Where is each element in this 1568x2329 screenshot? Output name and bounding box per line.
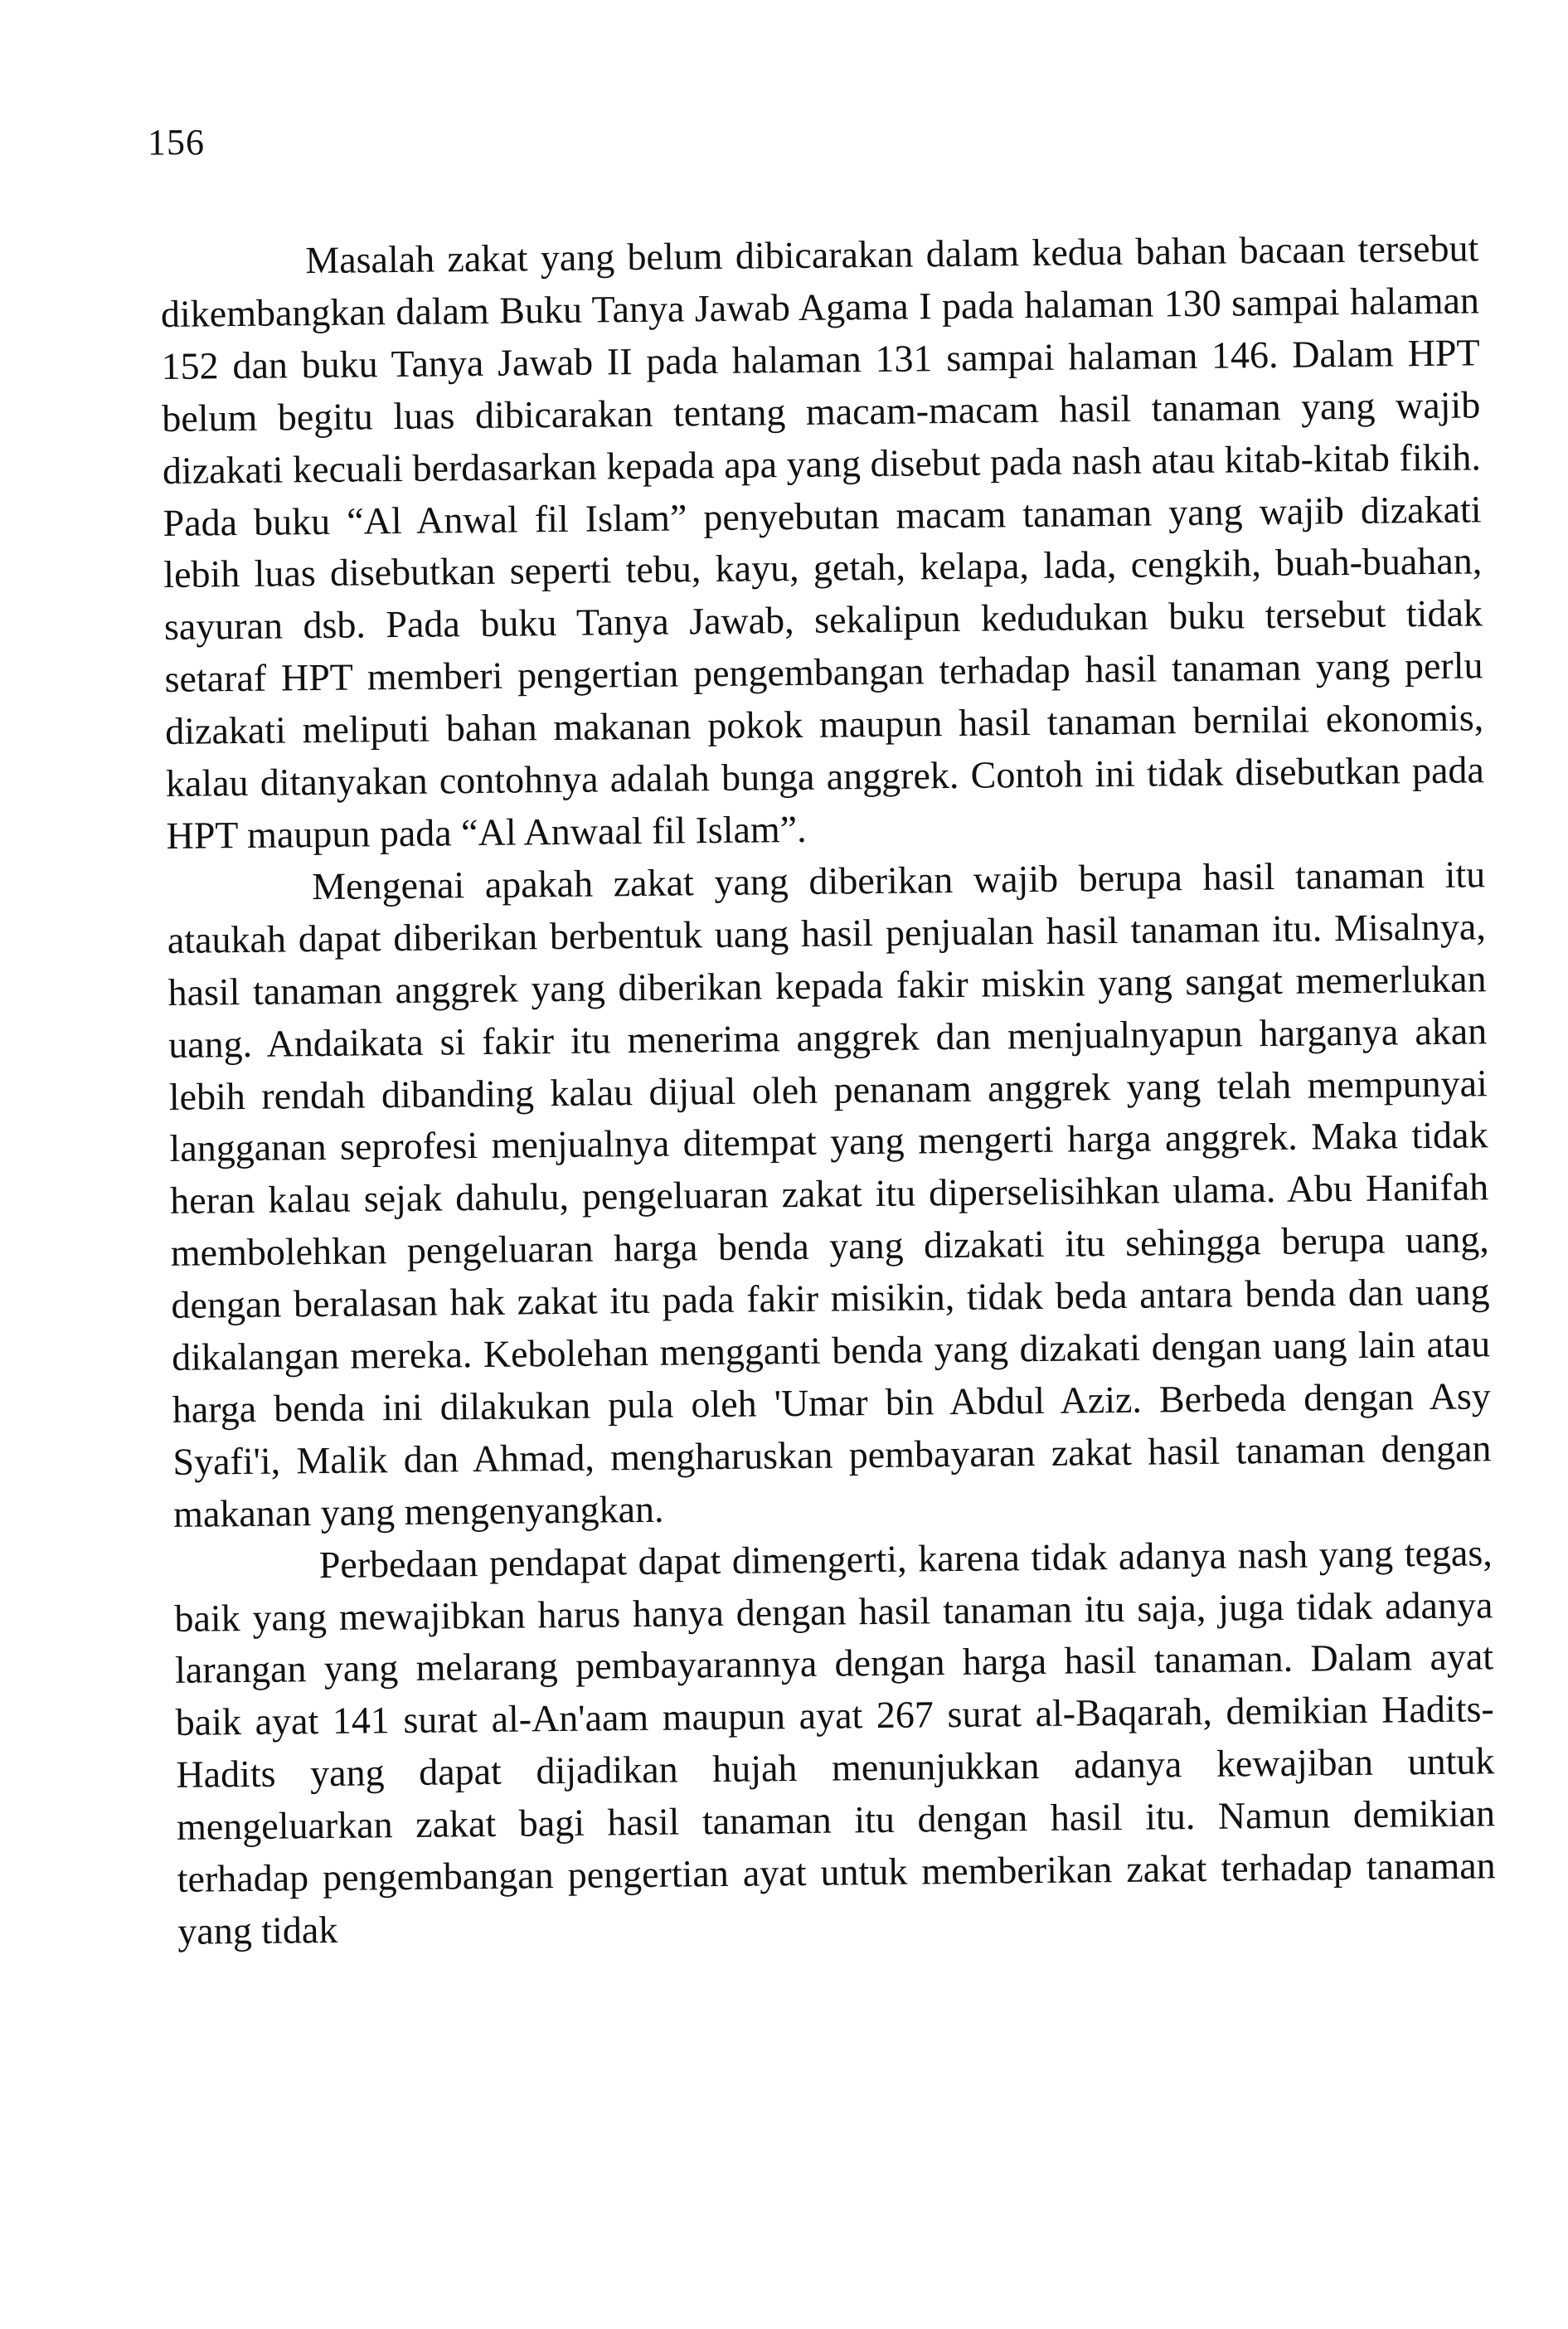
paragraph-zakat-payment-form: Mengenai apakah zakat yang diberikan wajib berupa hasil tanaman itu ataukah dapat diberikan berbentuk uang hasil penjualan hasil tanaman itu. Misalnya, hasil tanaman anggrek yang diberikan kepada fakir miskin yang sangat memerlukan uang. Andaikata si fakir itu menerima anggrek dan menjualnyapun harganya akan lebih rendah dibanding kalau dijual oleh penanam anggrek yang telah mempunyai langganan seprofesi menjualnya ditempat yang mengerti harga anggrek. Maka tidak heran kalau sejak dahulu, pengeluaran zakat itu diperselisihkan ulama. Abu Hanifah membolehkan pengeluaran harga benda yang dizakati itu sehingga berupa uang, dengan beralasan hak zakat itu pada fakir misikin, tidak beda antara benda dan uang dikalangan mereka. Kebolehan mengganti benda yang dizakati dengan uang lain atau harga benda ini dilakukan pula oleh 'Umar bin Abdul Aziz. Berbeda dengan Asy Syafi'i, Malik dan Ahmad, mengharuskan pembayaran zakat hasil tanaman dengan makanan yang mengenyangkan. bbox=[167, 853, 1492, 1535]
page-number: 156 bbox=[148, 122, 205, 163]
text-body bbox=[160, 222, 1497, 1957]
paragraph-zakat-development: Masalah zakat yang belum dibicarakan dalam kedua bahan bacaan tersebut dikembangkan dalam Buku Tanya Jawab Agama I pada halaman 130 sampai halaman 152 dan buku Tanya Jawab II pada halaman 131 sampai halaman 146. Dalam HPT belum begitu luas dibicarakan tentang macam-macam hasil tanaman yang wajib dizakati kecuali berdasarkan kepada apa yang disebut pada nash atau kitab-kitab fikih. Pada buku “Al Anwal fil Islam” penyebutan macam tanaman yang wajib dizakati lebih luas disebutkan seperti tebu, kayu, getah, kelapa, lada, cengkih, buah-buahan, sayuran dsb. Pada buku Tanya Jawab, sekalipun kedudukan buku tersebut tidak setaraf HPT memberi pengertian pengembangan terhadap hasil tanaman yang perlu dizakati meliputi bahan makanan pokok maupun hasil tanaman bernilai ekonomis, kalau ditanyakan contohnya adalah bunga anggrek. Contoh ini tidak disebutkan pada HPT maupun pada “Al Anwaal fil Islam”. bbox=[160, 226, 1485, 857]
paragraph-differences-of-opinion: Perbedaan pendapat dapat dimengerti, karena tidak adanya nash yang tegas, baik yang mewajibkan harus hanya dengan hasil tanaman itu saja, juga tidak adanya larangan yang melarang pembayarannya dengan harga hasil tanaman. Dalam ayat baik ayat 141 surat al-An'aam maupun ayat 267 surat al-Baqarah, demikian Hadits-Hadits yang dapat dijadikan hujah menunjukkan adanya kewajiban untuk mengeluarkan zakat bagi hasil tanaman itu dengan hasil itu. Namun demikian terhadap pengembangan pengertian ayat untuk memberikan zakat terhadap tanaman yang tidak bbox=[174, 1530, 1496, 1952]
